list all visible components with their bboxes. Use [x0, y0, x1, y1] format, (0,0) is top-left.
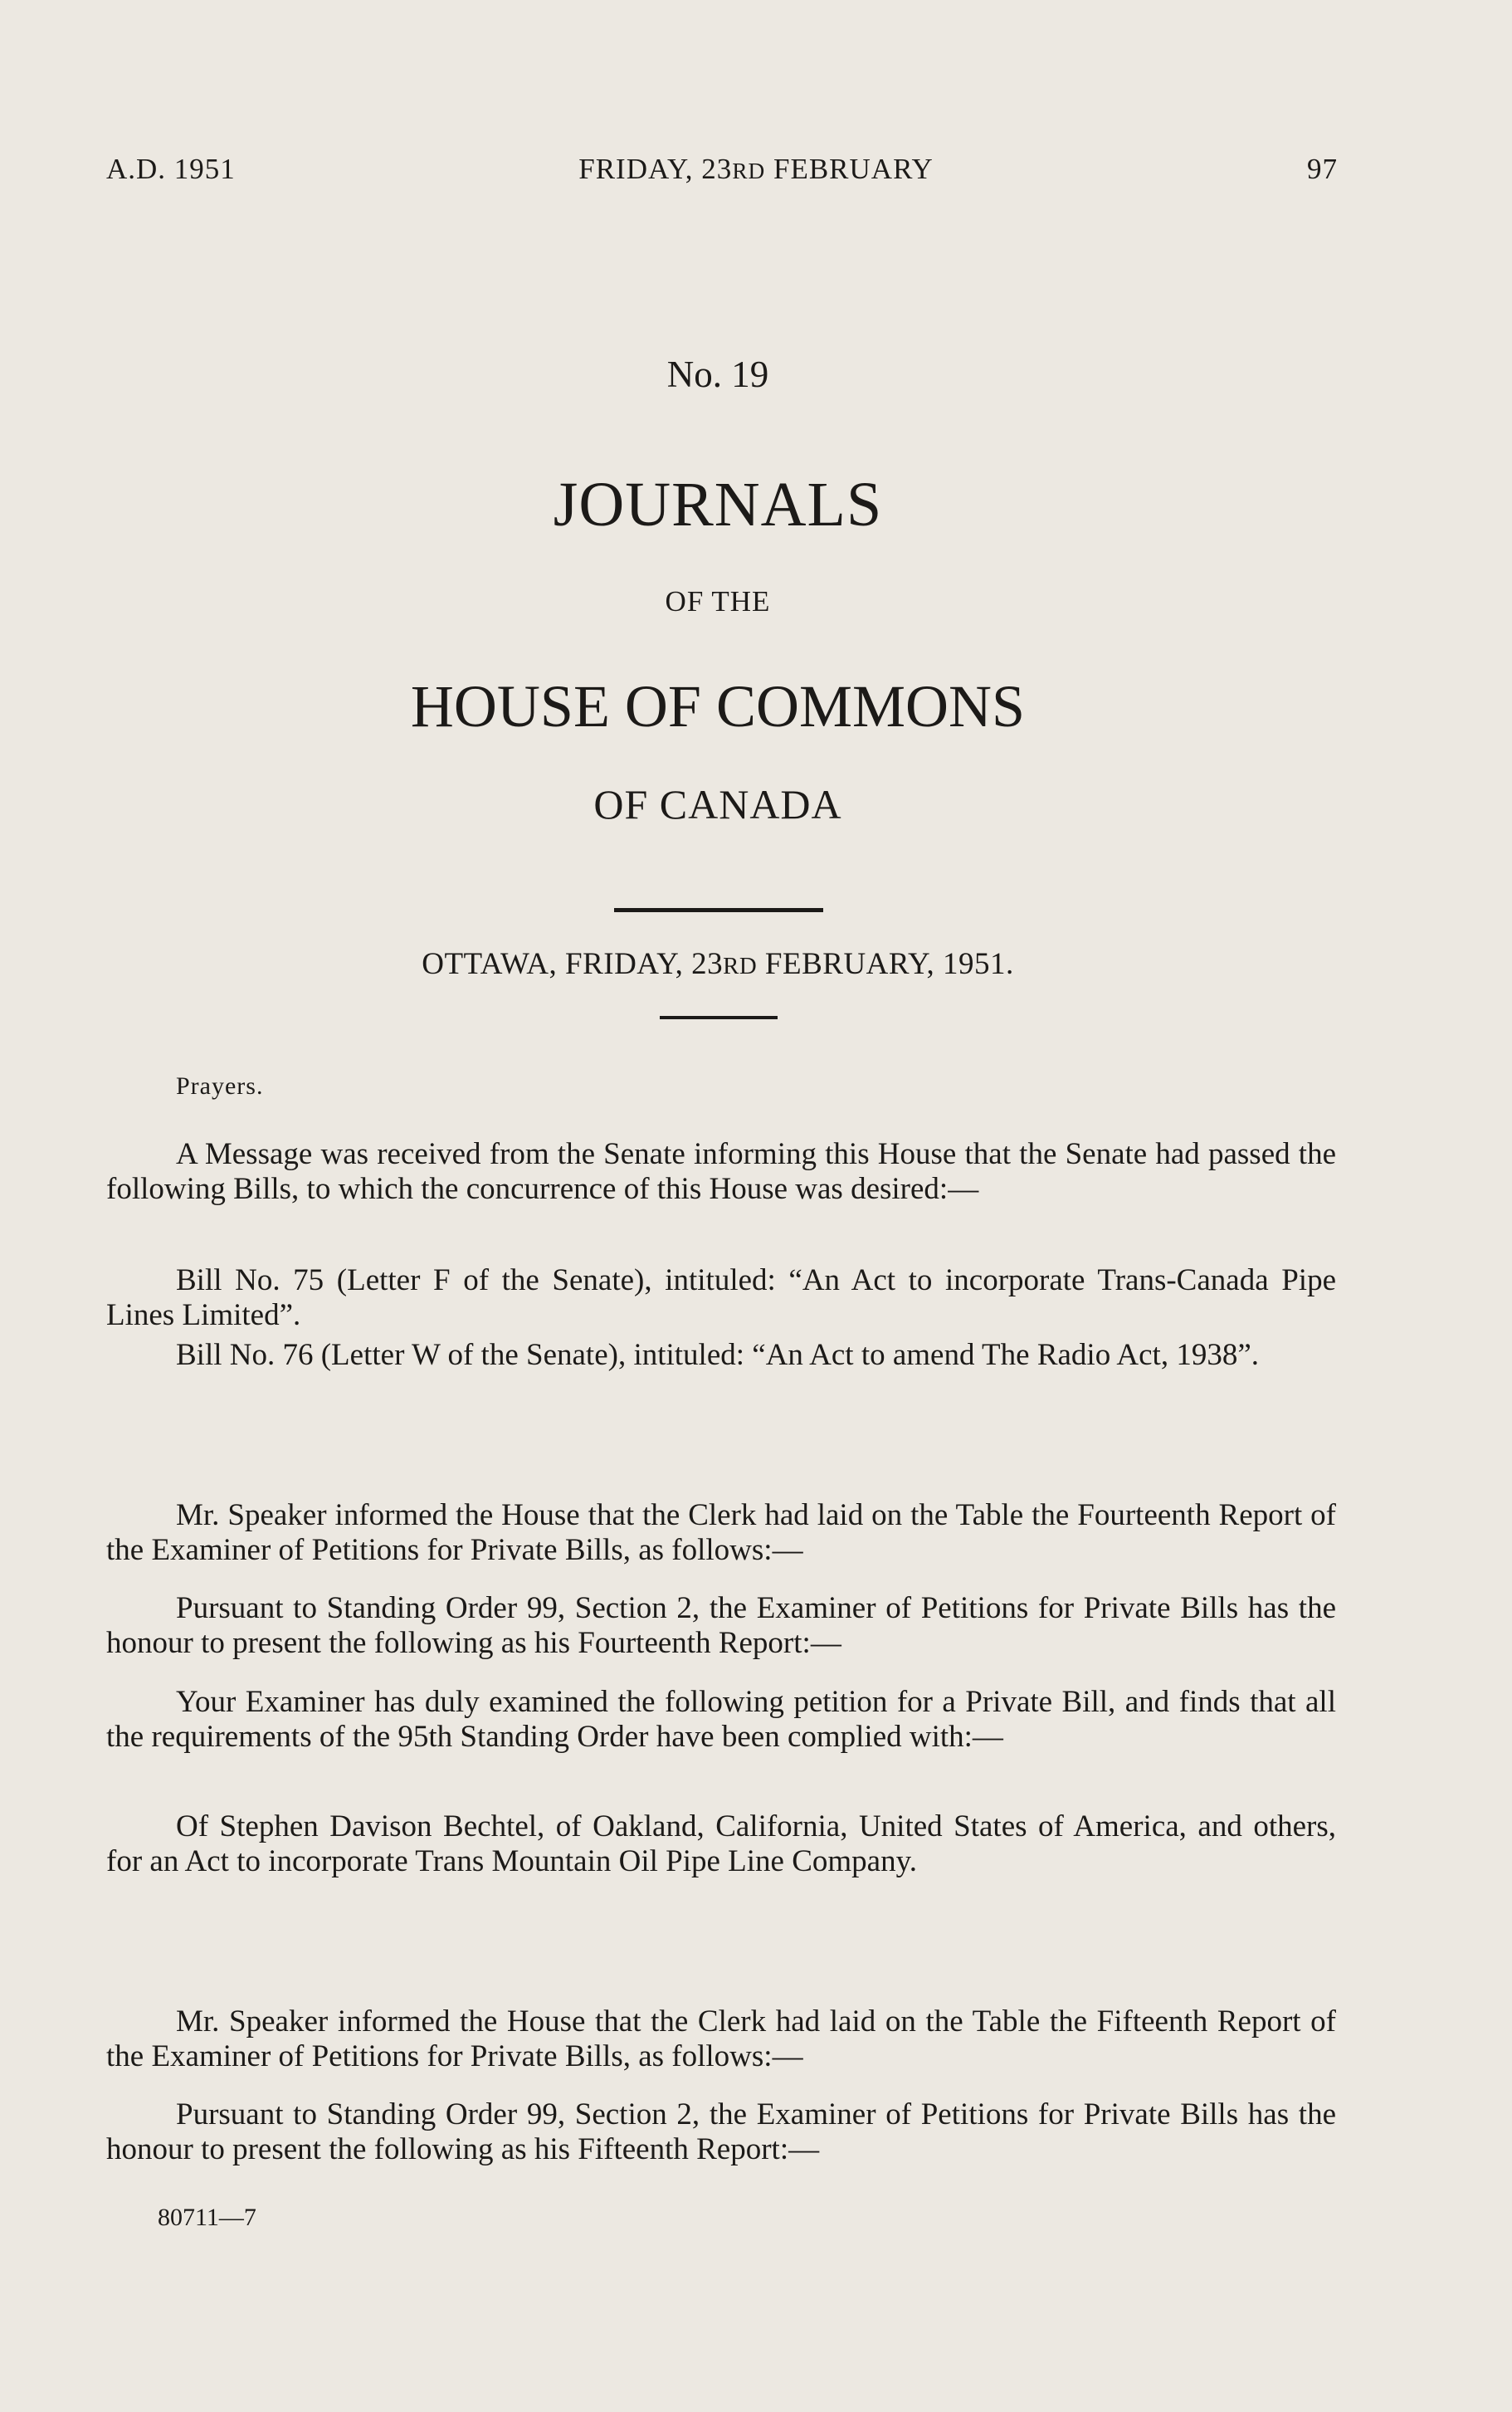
print-code: 80711—7	[158, 2204, 256, 2231]
fourteenth-report-pursuant: Pursuant to Standing Order 99, Section 2, the Examiner of Petitions for Private Bills has the honour to present the following as his Fourteenth Report:—	[106, 1591, 1336, 1660]
journal-number: No. 19	[666, 354, 769, 395]
journal-title: JOURNALS	[553, 470, 883, 540]
senate-message-paragraph: A Message was received from the Senate informing this House that the Senate had passed the following Bills, to which the concurrence of this House was desired:—	[106, 1137, 1336, 1206]
bill-75-paragraph: Bill No. 75 (Letter F of the Senate), intituled: “An Act to incorporate Trans-Canada Pipe Lines Limited”.	[106, 1263, 1336, 1332]
page-number: 97	[1307, 153, 1338, 185]
bechtel-petition: Of Stephen Davison Bechtel, of Oakland, California, United States of America, and others, for an Act to incorporate Trans Mountain Oil Pipe Line Company.	[106, 1809, 1336, 1878]
fourteenth-report-intro: Mr. Speaker informed the House that the Clerk had laid on the Table the Fourteenth Report of the Examiner of Petitions for Private Bills, as follows:—	[106, 1498, 1336, 1567]
fifteenth-report-intro: Mr. Speaker informed the House that the Clerk had laid on the Table the Fifteenth Report of the Examiner of Petitions for Private Bills, as follows:—	[106, 2004, 1336, 2073]
dateline-rule	[660, 1016, 778, 1019]
title-of-the: OF THE	[665, 585, 771, 618]
dateline: OTTAWA, FRIDAY, 23RD FEBRUARY, 1951.	[422, 947, 1014, 981]
title-rule	[614, 908, 823, 912]
fifteenth-report-pursuant: Pursuant to Standing Order 99, Section 2, the Examiner of Petitions for Private Bills has the honour to present the following as his Fifteenth Report:—	[106, 2097, 1336, 2166]
header-year: A.D. 1951	[106, 153, 236, 185]
bill-76-paragraph: Bill No. 76 (Letter W of the Senate), intituled: “An Act to amend The Radio Act, 1938”.	[176, 1338, 1260, 1372]
house-title: HOUSE OF COMMONS	[410, 673, 1026, 740]
header-date: FRIDAY, 23RD FEBRUARY	[578, 153, 934, 185]
examiner-findings: Your Examiner has duly examined the following petition for a Private Bill, and finds that all the requirements of the 95th Standing Order have been complied with:—	[106, 1685, 1336, 1754]
canada-title: OF CANADA	[593, 781, 842, 828]
prayers-heading: Prayers.	[176, 1072, 264, 1100]
